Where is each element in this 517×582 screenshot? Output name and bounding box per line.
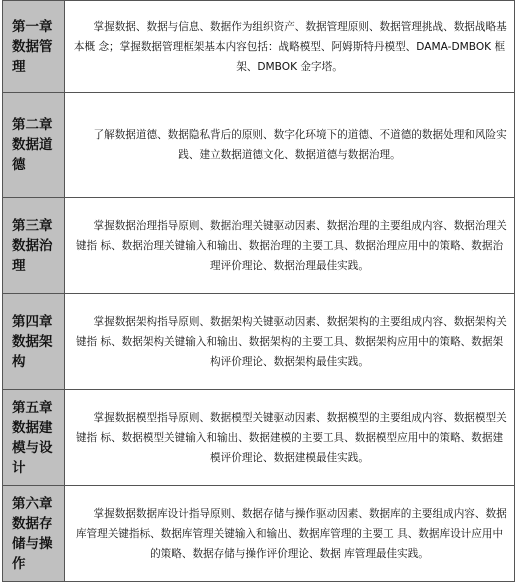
table-row xyxy=(3,390,515,486)
table-row xyxy=(3,198,515,294)
chapter-description-cell xyxy=(65,198,515,294)
table-row xyxy=(3,294,515,390)
chapter-description: 掌握数据数据库设计指导原则、数据存储与操作驱动因素、数据库的主要组成内容、数据库管理关键指标、数据库管理关键输入和输出、数据库管理的主要工 具、数据库设计应用中的策略、数据存储与操作评价理论、数据 库管理最佳实践。 xyxy=(75,507,507,560)
table-row xyxy=(3,486,515,582)
table-row xyxy=(3,93,515,198)
chapter-title-cell: 第二章数据道德 xyxy=(3,93,65,198)
chapter-description: 掌握数据、数据与信息、数据作为组织资产、数据管理原则、数据管理挑战、数据战略基本概 念；掌握数据管理框架基本内容包括：战略模型、阿姆斯特丹模型、DAMA-DMBOK 框架、DMBOK 金字塔。 xyxy=(73,20,507,73)
chapter-description: 掌握数据模型指导原则、数据模型关键驱动因素、数据模型的主要组成内容、数据模型关键指 标、数据模型关键输入和输出、数据建模的主要工具、数据模型应用中的策略、数据建模评价理论、数据建模最佳实践。 xyxy=(75,411,507,464)
chapter-description: 了解数据道德、数据隐私背后的原则、数字化环境下的道德、不道德的数据处理和风险实践、建立数据道德文化、数据道德与数据治理。 xyxy=(93,129,507,161)
chapter-description-cell xyxy=(65,390,515,486)
chapter-title-cell: 第四章数据架构 xyxy=(3,294,65,390)
chapter-title-cell: 第一章数据管理 xyxy=(3,1,65,93)
chapter-description: 掌握数据架构指导原则、数据架构关键驱动因素、数据架构的主要组成内容、数据架构关键指 标、数据架构关键输入和输出、数据架构的主要工具、数据架构应用中的策略、数据架构评价理论、数据架构最佳实践。 xyxy=(75,315,507,368)
chapter-description: 掌握数据治理指导原则、数据治理关键驱动因素、数据治理的主要组成内容、数据治理关键指 标、数据治理关键输入和输出、数据治理的主要工具、数据治理应用中的策略、数据治理评价理论、数据治理最佳实践。 xyxy=(75,219,507,272)
chapter-title-cell: 第六章数据存储与操作 xyxy=(3,486,65,582)
table-row xyxy=(3,1,515,93)
chapter-description-cell xyxy=(65,1,515,93)
chapter-description-cell xyxy=(65,486,515,582)
syllabus-table xyxy=(2,0,515,582)
chapter-description-cell xyxy=(65,93,515,198)
chapter-description-cell xyxy=(65,294,515,390)
chapter-title-cell: 第五章数据建模与设计 xyxy=(3,390,65,486)
chapter-title-cell: 第三章数据治理 xyxy=(3,198,65,294)
